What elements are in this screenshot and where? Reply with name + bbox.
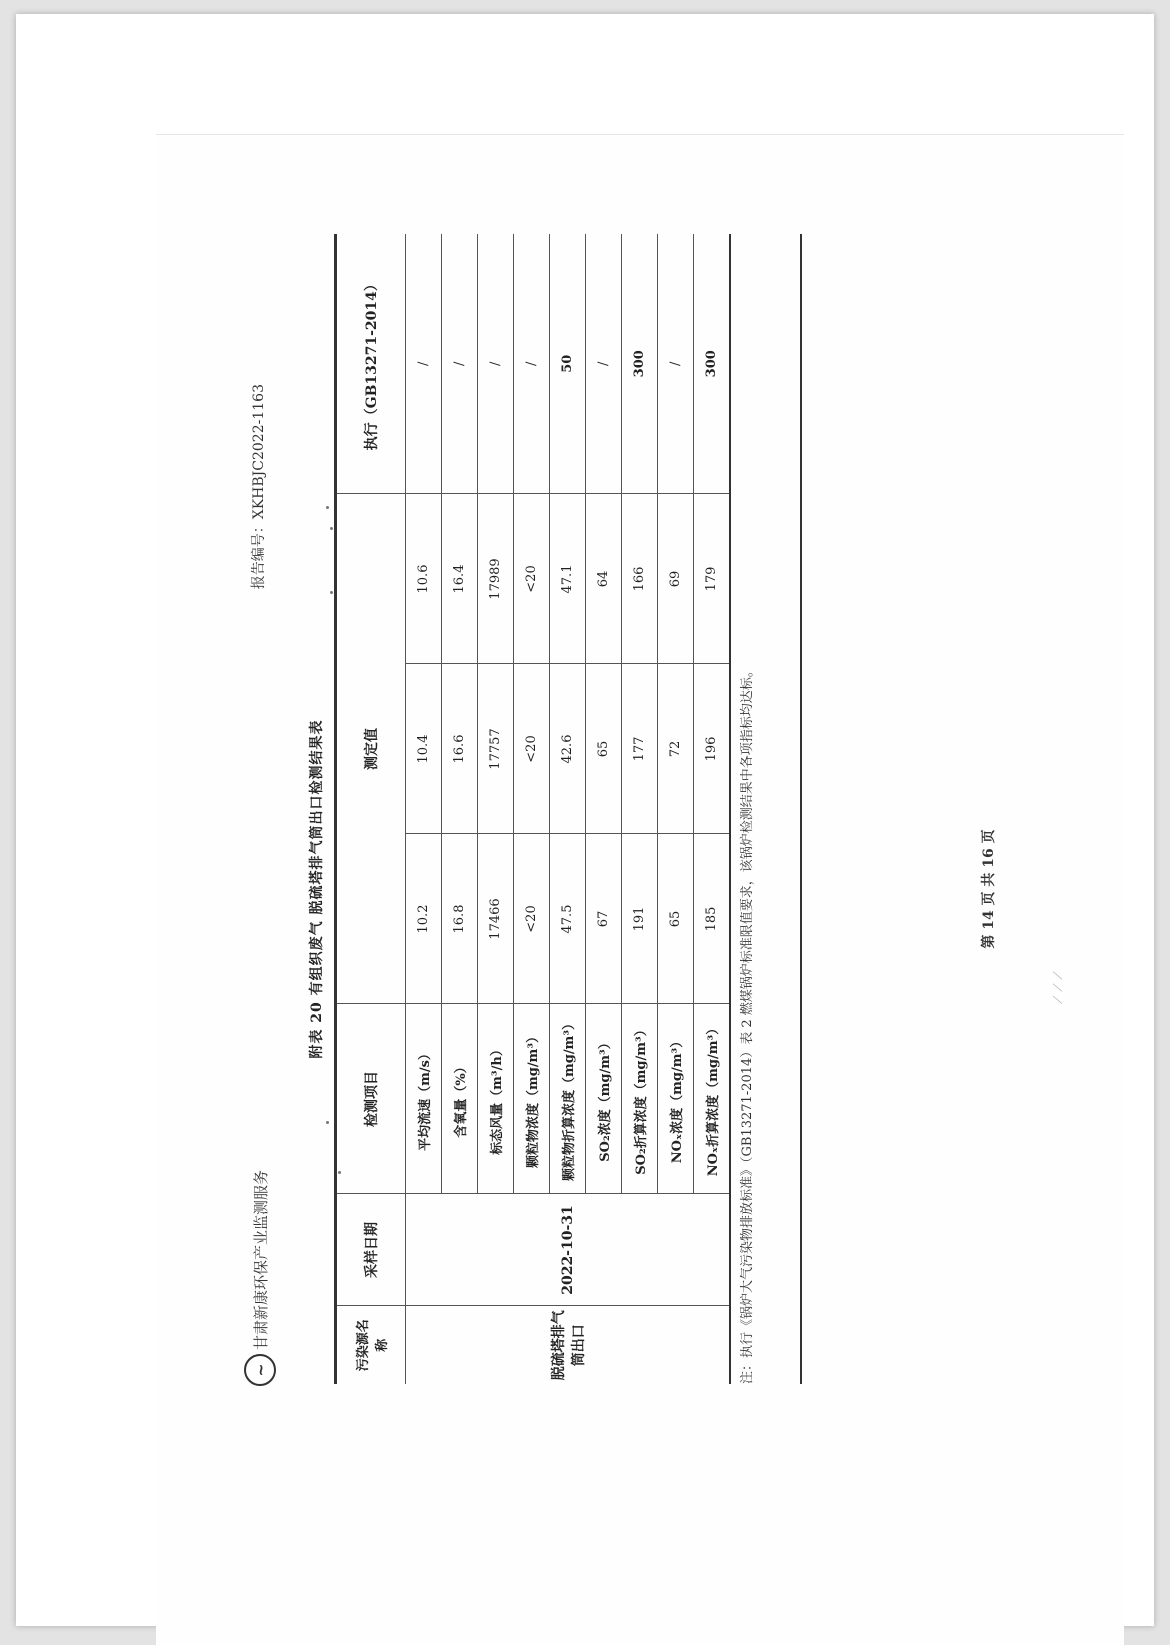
value-cell: 65 <box>658 834 694 1004</box>
value-cell: 69 <box>658 494 694 664</box>
company-name: 甘肃新康环保产业监测服务 <box>251 1169 270 1350</box>
item-cell: 颗粒物浓度（mg/m³） <box>514 1004 550 1194</box>
value-cell: 10.4 <box>406 664 442 834</box>
table-header-row <box>336 234 406 1384</box>
value-cell: 17989 <box>478 494 514 664</box>
value-cell: 65 <box>586 664 622 834</box>
value-cell: 17757 <box>478 664 514 834</box>
table-row <box>406 234 442 1384</box>
document-sheet <box>16 14 1154 1626</box>
value-cell: 10.6 <box>406 494 442 664</box>
value-cell: 17466 <box>478 834 514 1004</box>
value-cell: 10.2 <box>406 834 442 1004</box>
value-cell: 191 <box>622 834 658 1004</box>
limit-cell: / <box>442 234 478 494</box>
rotated-content <box>156 134 1124 1644</box>
limit-cell: / <box>586 234 622 494</box>
value-cell: 179 <box>694 494 731 664</box>
bottom-rule <box>800 234 802 1384</box>
company-logo-icon: ~ <box>244 1354 276 1386</box>
limit-cell: / <box>514 234 550 494</box>
item-cell: 标态风量（m³/h） <box>478 1004 514 1194</box>
header-measured: 测定值 <box>336 494 406 1004</box>
value-cell: 196 <box>694 664 731 834</box>
item-cell: 含氧量（%） <box>442 1004 478 1194</box>
stamp-mark-icon: ⟋ ⟋ ⟋ <box>1051 971 1065 1004</box>
value-cell: 47.1 <box>550 494 586 664</box>
standard-note: 注：执行《锅炉大气污染物排放标准》（GB13271-2014）表 2 燃煤锅炉标准限值要求，该锅炉检测结果中各项指标均达标。 <box>740 664 755 1384</box>
header-item: 检测项目 <box>336 1004 406 1194</box>
source-name: 脱硫塔排气筒出口 <box>406 1306 731 1384</box>
value-cell: 47.5 <box>550 834 586 1004</box>
item-cell: SO₂折算浓度（mg/m³） <box>622 1004 658 1194</box>
report-number: 报告编号：XKHBJC2022-1163 <box>251 384 267 590</box>
value-cell: 72 <box>658 664 694 834</box>
value-cell: <20 <box>514 834 550 1004</box>
limit-cell: / <box>658 234 694 494</box>
value-cell: 16.6 <box>442 664 478 834</box>
results-table <box>334 234 731 1384</box>
sample-date: 2022-10-31 <box>406 1194 731 1306</box>
value-cell: 16.4 <box>442 494 478 664</box>
header-date: 采样日期 <box>336 1194 406 1306</box>
value-cell: 177 <box>622 664 658 834</box>
value-cell: 16.8 <box>442 834 478 1004</box>
company-header <box>244 1170 276 1386</box>
value-cell: 166 <box>622 494 658 664</box>
item-cell: 平均流速（m/s） <box>406 1004 442 1194</box>
item-cell: NOₓ浓度（mg/m³） <box>658 1004 694 1194</box>
page-footer: 第 14 页 共 16 页 <box>981 829 997 949</box>
value-cell: 67 <box>586 834 622 1004</box>
value-cell: 64 <box>586 494 622 664</box>
limit-cell: / <box>478 234 514 494</box>
limit-cell: 300 <box>622 234 658 494</box>
limit-cell: / <box>406 234 442 494</box>
item-cell: SO₂浓度（mg/m³） <box>586 1004 622 1194</box>
limit-cell: 300 <box>694 234 731 494</box>
item-cell: NOₓ折算浓度（mg/m³） <box>694 1004 731 1194</box>
value-cell: 42.6 <box>550 664 586 834</box>
table-title: 附表 20 有组织废气 脱硫塔排气筒出口检测结果表 <box>309 719 325 1059</box>
value-cell: <20 <box>514 664 550 834</box>
header-source: 污染源名称 <box>336 1306 406 1384</box>
header-limit: 执行（GB13271-2014） <box>336 234 406 494</box>
value-cell: <20 <box>514 494 550 664</box>
limit-cell: 50 <box>550 234 586 494</box>
value-cell: 185 <box>694 834 731 1004</box>
item-cell: 颗粒物折算浓度（mg/m³） <box>550 1004 586 1194</box>
